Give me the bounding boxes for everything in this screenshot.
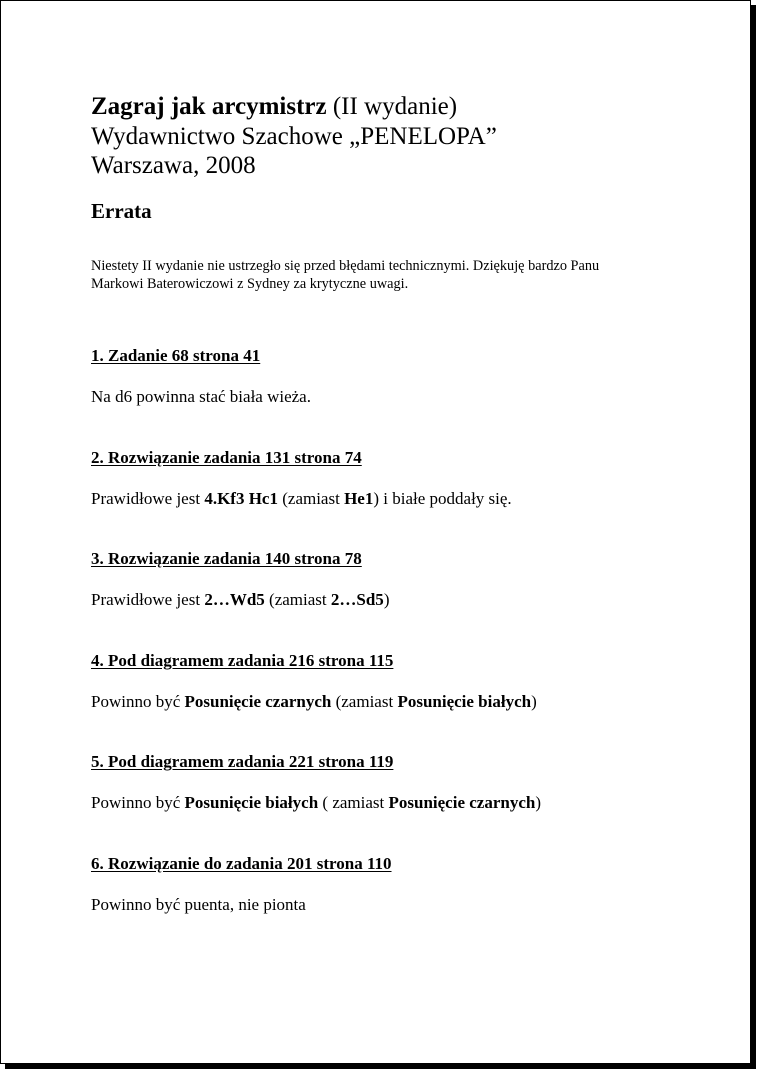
errata-item-text: ( zamiast xyxy=(318,793,389,812)
errata-item-move-bold: He1 xyxy=(344,489,374,508)
errata-item-move-bold: Posunięcie białych xyxy=(184,793,319,812)
errata-item-text: Prawidłowe jest xyxy=(91,590,205,609)
errata-item-heading: 4. Pod diagramem zadania 216 strona 115 xyxy=(91,651,394,670)
errata-item-move-bold: 4.Kf3 Hc1 xyxy=(204,489,278,508)
errata-item-text: Na d6 powinna stać biała wieża. xyxy=(91,387,311,406)
book-title-bold: Zagraj jak arcymistrz xyxy=(91,93,327,120)
book-title-edition: (II wydanie) xyxy=(326,93,458,120)
page-shadow-right xyxy=(751,5,756,1069)
errata-item-body xyxy=(91,387,311,407)
errata-item-text: ) xyxy=(531,692,537,711)
errata-item-move-bold: 2…Wd5 xyxy=(204,590,265,609)
errata-item-body xyxy=(91,895,306,915)
errata-item-text: Powinno być puenta, nie pionta xyxy=(91,895,306,914)
errata-item-heading: 3. Rozwiązanie zadania 140 strona 78 xyxy=(91,549,362,568)
errata-item-text: Prawidłowe jest xyxy=(91,489,205,508)
errata-item-text: ) xyxy=(383,590,390,609)
errata-item-text: (zamiast xyxy=(264,590,331,609)
page-shadow-bottom xyxy=(5,1064,756,1069)
intro-line-2: Markowi Baterowiczowi z Sydney za krytyczne uwagi. xyxy=(91,276,409,292)
errata-item-heading: 6. Rozwiązanie do zadania 201 strona 110 xyxy=(91,854,392,873)
errata-item-body xyxy=(91,793,541,813)
errata-item-heading: 2. Rozwiązanie zadania 131 strona 74 xyxy=(91,448,362,467)
publisher-line: Wydawnictwo Szachowe „PENELOPA” xyxy=(91,123,497,150)
errata-item-text: (zamiast xyxy=(277,489,345,508)
errata-item-body xyxy=(91,590,389,610)
errata-item-text: Powinno być xyxy=(91,793,185,812)
intro-line-1: Niestety II wydanie nie ustrzegło się przed błędami technicznymi. Dziękuję bardzo Panu xyxy=(91,258,600,274)
book-title xyxy=(91,93,457,121)
errata-item-text: ) xyxy=(535,793,542,812)
errata-item-heading: 5. Pod diagramem zadania 221 strona 119 xyxy=(91,752,394,771)
errata-item-text: Powinno być xyxy=(91,692,185,711)
errata-item-text: ) i białe poddały się. xyxy=(373,489,512,508)
errata-heading: Errata xyxy=(91,199,152,223)
errata-item-body xyxy=(91,489,512,509)
errata-item-move-bold: Posunięcie czarnych xyxy=(388,793,536,812)
errata-item-text: (zamiast xyxy=(331,692,398,711)
errata-item-move-bold: 2…Sd5 xyxy=(330,590,384,609)
errata-item-body xyxy=(91,692,537,712)
errata-item-move-bold: Posunięcie czarnych xyxy=(184,692,332,711)
place-year-line: Warszawa, 2008 xyxy=(91,152,256,179)
errata-item-move-bold: Posunięcie białych xyxy=(397,692,532,711)
errata-item-heading: 1. Zadanie 68 strona 41 xyxy=(91,346,261,365)
